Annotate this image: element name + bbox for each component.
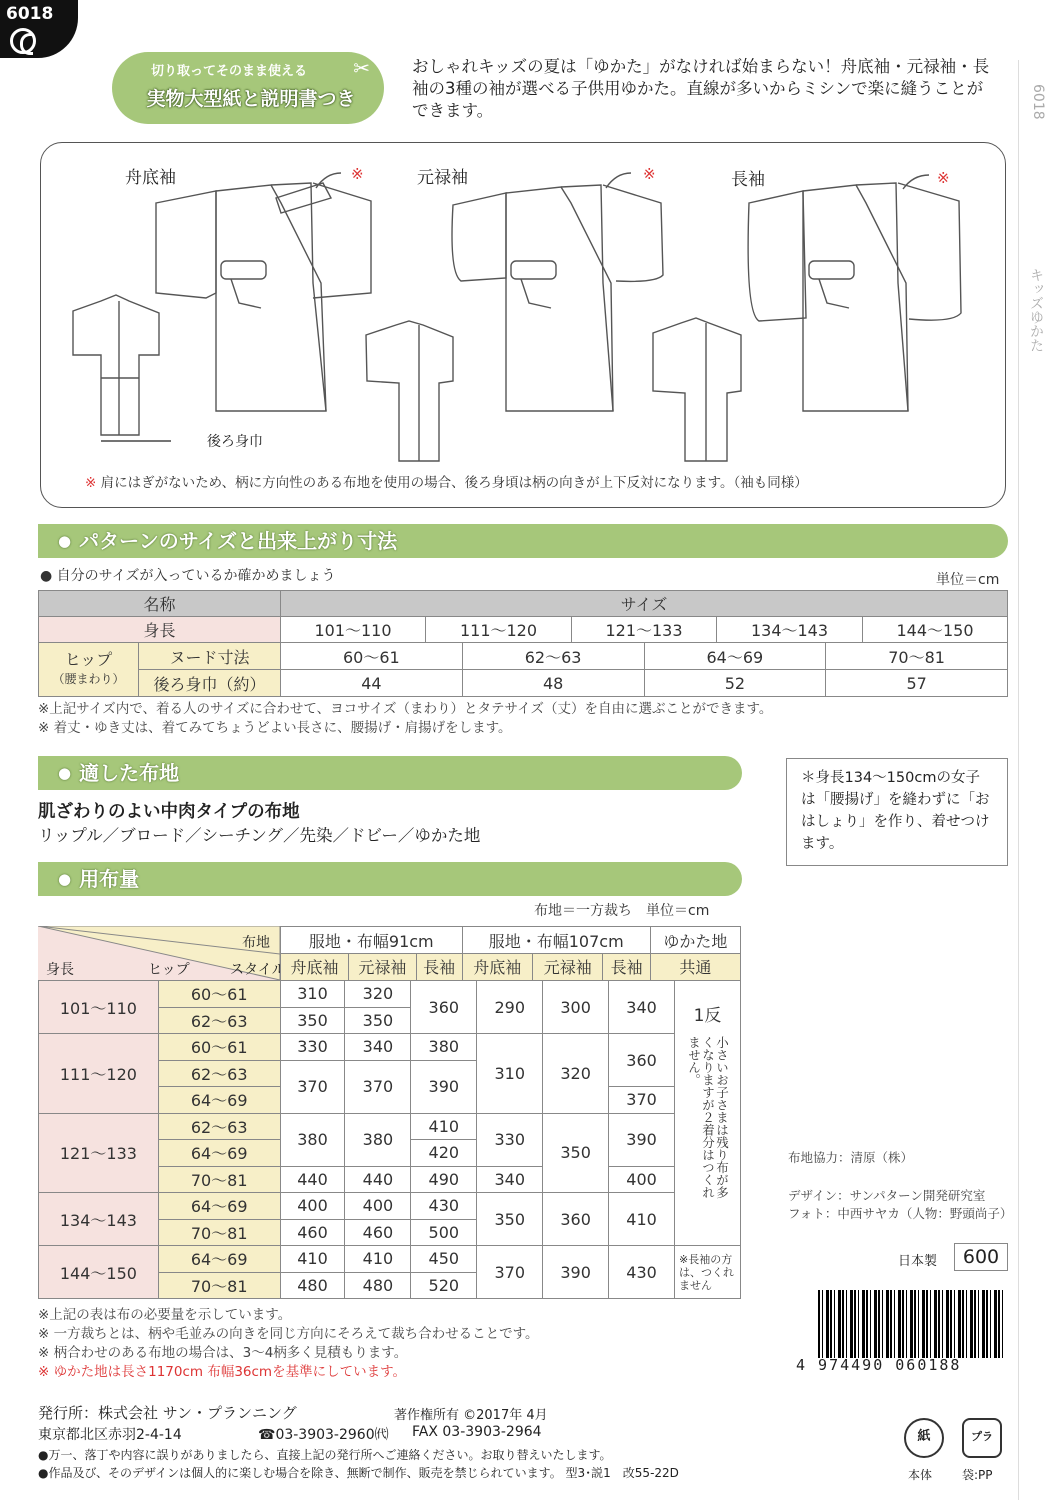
sleeve-naga-left: [748, 191, 806, 321]
side-code: 6018: [1030, 84, 1046, 120]
note-text: 肩にはぎがないため、柄に方向性のある布地を使用の場合、後ろ身頃は柄の向きが上下反対になります。（袖も同様）: [100, 475, 808, 491]
back-width-label: 後ろ身巾: [207, 434, 263, 450]
pattern-code: 6018: [6, 4, 54, 24]
plastic-recycle-icon: プラ: [962, 1418, 1002, 1458]
size-note: ※ 着丈・ゆき丈は、着てみてちょうどよい長さに、腰揚げ・肩揚げをします。: [38, 720, 512, 736]
front-body-1: [216, 185, 326, 411]
back-cell: 52: [644, 670, 826, 697]
sleeve-funa-left: [156, 191, 216, 298]
erratum-note: ●万一、落丁や内容に誤りがありましたら、直接上記の発行所へご連絡ください。お取り替えいたします。: [38, 1448, 612, 1462]
back-cell: 44: [281, 670, 463, 697]
mark-2: ※: [643, 165, 656, 183]
intro-text: おしゃれキッズの夏は「ゆかた」がなければ始まらない！舟底袖・元禄袖・長袖の3種の袖が選べる子供用ゆかた。直線が多いからミシンで楽に縫うことができます。: [412, 57, 990, 120]
nude-cell: 62〜63: [462, 643, 644, 670]
recycle-bag-label: 袋:PP: [962, 1468, 993, 1482]
fold-line: [1018, 60, 1019, 1500]
hdr-91: 服地・布幅91cm: [281, 927, 463, 954]
yardage-table: 101〜110 60〜61 310 320 360 290 300 340 1反 小さいお子さまは残り布が多くなりますが２着分はつくれません。 62〜63 350 350 111〜120 60〜61 330 340 380 310 320 360 62〜63 370 370 390 64〜69 370 121〜133 62〜63 380 380 410 330 350 390 64〜69 420 70〜81 440 440 490 340 400 134〜143 64〜69 400 400 430 350 360 410 70〜81 460 460 500 144〜150 64〜69 410 410 450 370 390 430 ※長袖の方は、つくれません 70〜81 480 480 520: [38, 980, 741, 1299]
back-body-1: [73, 295, 159, 435]
sleeve-naga-right: [898, 183, 961, 320]
publisher-address: 東京都北区赤羽2-4-14: [38, 1427, 182, 1443]
hdr-style: スタイル: [230, 962, 286, 978]
note-mark: ※: [85, 475, 97, 491]
pattern-banner: [112, 52, 384, 124]
nude-cell: 60〜61: [281, 643, 463, 670]
front-body-2: [506, 187, 613, 411]
side-title: キッズゆかた: [1028, 268, 1044, 352]
nude-label: ヌード寸法: [139, 643, 281, 670]
yukata-drawings: [41, 143, 1007, 463]
height-cell: 101〜110: [281, 617, 426, 643]
hdr-hip: ヒップ: [148, 962, 190, 978]
hdr-naga: 長袖: [603, 954, 650, 981]
pattern-code-tab: [0, 0, 78, 58]
fabric-type: 肌ざわりのよい中肉タイプの布地: [38, 802, 300, 822]
height-cell: 121〜133: [572, 617, 717, 643]
hdr-fabric: 布地: [242, 935, 270, 951]
hdr-funa: 舟底袖: [462, 954, 532, 981]
section-yardage-header: ● 用布量: [38, 862, 742, 896]
back-cell: 48: [462, 670, 644, 697]
sleeve-genroku-right: [603, 185, 663, 281]
hdr-genroku: 元禄袖: [348, 954, 416, 981]
nude-cell: 70〜81: [826, 643, 1008, 670]
made-in: 日本製: [898, 1254, 938, 1269]
back-width-row-label: 後ろ身巾（約）: [139, 670, 281, 697]
yukata-fabric-note: ※ ゆかた地は長さ1170cm 布幅36cmを基準にしています。: [38, 1364, 406, 1380]
price-box: 600: [954, 1243, 1008, 1271]
copyright: 著作権所有 ©2017年 4月: [394, 1408, 548, 1423]
barcode: [818, 1290, 1004, 1358]
sleeve-genroku-left: [452, 193, 506, 281]
nude-cell: 64〜69: [644, 643, 826, 670]
hdr-common: 共通: [650, 954, 740, 981]
size-note: ※上記サイズ内で、着る人のサイズに合わせて、ヨコサイズ（まわり）とタテサイズ（丈）を自由に選ぶことができます。: [38, 701, 773, 717]
yukata-naga-note: ※長袖の方は、つくれません: [675, 1246, 741, 1299]
credit-fabric: 布地協力：清原（株）: [788, 1150, 914, 1165]
publisher-fax: FAX 03-3903-2964: [412, 1424, 542, 1440]
fabric-list: リップル／ブロード／シーチング／先染／ドビー／ゆかた地: [38, 826, 481, 845]
hdr-height: 身長: [46, 962, 74, 978]
brand-logo-icon: [10, 28, 36, 54]
hdr-yukata: ゆかた地: [650, 927, 740, 954]
illustration-note: [85, 471, 808, 491]
height-label: 身長: [39, 617, 281, 643]
yukata-common-cell: 1反 小さいお子さまは残り布が多くなりますが２着分はつくれません。: [675, 981, 741, 1246]
hdr-107: 服地・布幅107cm: [462, 927, 650, 954]
hdr-genroku: 元禄袖: [532, 954, 602, 981]
hdr-funa: 舟底袖: [281, 954, 349, 981]
recycle-body-label: 本体: [908, 1468, 933, 1482]
yardage-header-table: [280, 926, 741, 981]
hdr-naga: 長袖: [416, 954, 462, 981]
copyright-note: ●作品及び、そのデザインは個人的に楽しむ場合を除き、無断で制作、販売を禁じられています。 型3･説1 改55-22D: [38, 1466, 679, 1480]
illustration-box: [40, 142, 1006, 508]
label-nagasode: 長袖: [731, 170, 765, 190]
ohashori-note-box: ＊身長134〜150cmの女子は「腰揚げ」を縫わずに「おはしょり」を作り、着せつけます。: [786, 758, 1008, 866]
size-unit: 単位＝cm: [936, 572, 1000, 588]
mark-3: ※: [937, 169, 950, 187]
size-check-text: ● 自分のサイズが入っているか確かめましょう: [40, 568, 336, 584]
hip-label: ヒップ （腰まわり）: [39, 643, 139, 697]
yardage-notes: ※上記の表は布の必要量を示しています。 ※ 一方裁ちとは、柄や毛並みの向きを同じ方向にそろえて裁ち合わせることです。 ※ 柄合わせのある布地の場合は、3〜4柄多く見積もります。 ※ ゆかた地は長さ1170cm 布幅36cmを基準にしています。: [38, 1307, 539, 1380]
publisher-name: 発行所：株式会社 サン・プランニング: [38, 1404, 297, 1422]
label-genroku: 元禄袖: [417, 168, 468, 188]
height-cell: 144〜150: [863, 617, 1008, 643]
section-size-header: ● パターンのサイズと出来上がり寸法: [38, 524, 1008, 558]
back-cell: 57: [826, 670, 1008, 697]
mark-1: ※: [351, 165, 364, 183]
banner-line2: 実物大型紙と説明書つき: [146, 88, 356, 110]
height-cell: 134〜143: [717, 617, 863, 643]
back-body-3: [653, 318, 741, 461]
barcode-number: 4 974490 060188: [796, 1356, 962, 1374]
height-cell: 111〜120: [426, 617, 572, 643]
publisher-tel: ☎03-3903-2960㈹: [258, 1427, 389, 1443]
back-body-2: [366, 321, 453, 461]
banner-line1: 切り取ってそのまま使える: [150, 64, 307, 79]
front-body-3: [803, 185, 908, 411]
name-header: 名称: [39, 591, 281, 617]
credit-photo: フォト：中西サヤカ（人物：野頭尚子）: [788, 1206, 1013, 1221]
size-header: サイズ: [281, 591, 1008, 617]
yardage-unit: 布地＝一方裁ち 単位＝cm: [534, 903, 710, 919]
section-fabric-header: ● 適した布地: [38, 756, 742, 790]
label-funazoko: 舟底袖: [125, 168, 176, 188]
scissors-icon: ✂: [353, 56, 370, 80]
hip-cell: 60〜61: [158, 981, 280, 1008]
size-notes: [38, 700, 772, 738]
credit-design: デザイン：サンパターン開発研究室: [788, 1188, 986, 1203]
size-table: [38, 590, 1008, 643]
paper-recycle-icon: 紙: [904, 1418, 944, 1458]
size-table-hip: [38, 642, 1008, 697]
height-cell: 101〜110: [39, 981, 159, 1034]
